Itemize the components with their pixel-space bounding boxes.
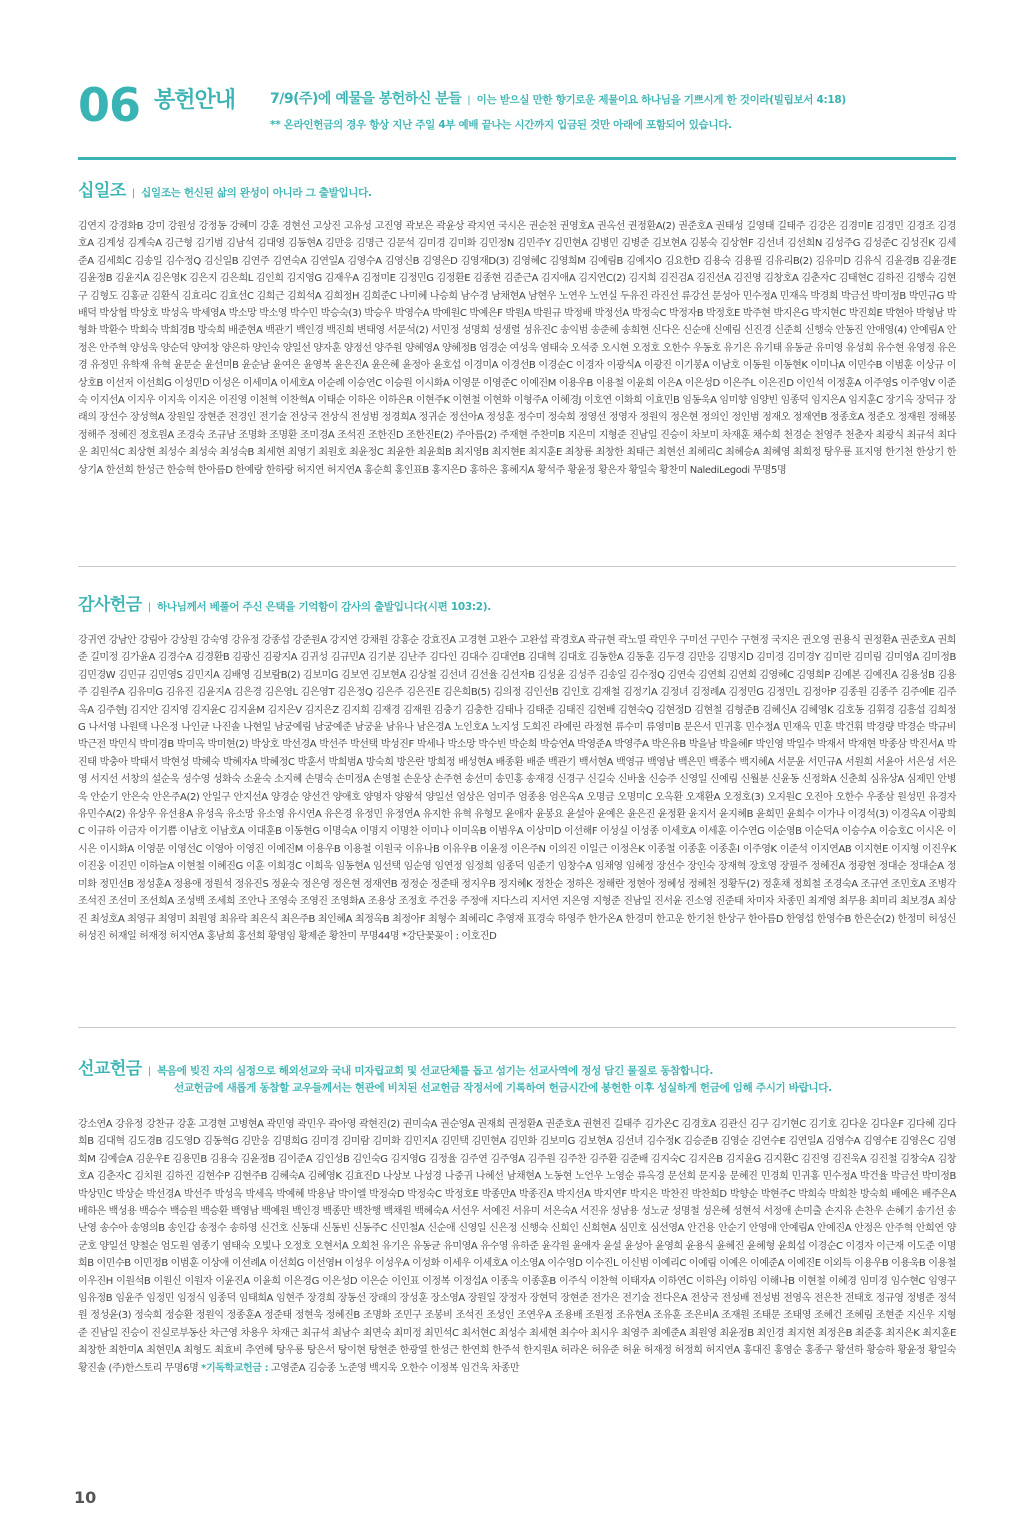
page-header [78,78,958,146]
header-verse: 이는 받으실 만한 향기로운 제물이요 하나님을 기쁘시게 한 것이라(빌립보서 4:18) [476,94,846,106]
header-separator: | [467,95,471,106]
tithe-header [78,176,956,200]
page-number: 10 [74,1488,97,1507]
tithe-separator: | [131,188,136,199]
thanks-section [78,590,956,945]
mission-header [78,1054,956,1078]
mission-names-list: 강소연A 강유정 강찬규 강훈 고경현 고병현A 곽민영 곽민우 곽아영 곽현진(2) 권미숙A 권순영A 권재희 권정환A 권준호A 권현진 길태주 김가온C 김경호A 김관신 김구 김기현C 김기호 김다운 김다운F 김다혜 김다희B 김대혁 김도경B 김도영D 김동혁G 김만응 김명희G 김미경 김미람 김미화 김민지A 김민택 김민현A 김민화 김보미G 김보현A 김선녀 김수정K 김승준B 김영순 김연수E 김연일A 김영수A 김영수E 김영은C 김영희M 김예슬A 김운우E 김용민B 김용숙 김윤정B 김이준A 김인성B 김인숙G 김지영G 김정율 김주연 김주영A 김주원 김주찬 김주환 김준배 김지숙C 김지은B 김지윤G 김지환C 김진영 김진욱A 김진철 김창숙A 김창호A 김춘자C 김치원 김하진 김현수P 김현주B 김혜숙A 김혜영K 김효진D 나상보 나성경 나중귀 나혜선 남채현A 노동현 노언우 노영순 류옥경 문선희 문지웅 문혜진 민경희 민귀홍 민수정A 박건율 박금선 박미정B 박상민C 박상순 박선경A 박선주 박성옥 박세옥 박예혜 박용남 박이엘 박정숙D 박정숙C 박정호E 박종만A 박종진A 박지선A 박지연F 박지은 박찬진 박찬희D 박향순 박현주C 박희숙 박희찬 방숙희 배예은 배주은A 배하은 백성용 백승수 백승원 백승환 백영남 백예원 백인경 백종만 백찬행 백채원 백혜숙A 서선우 서예진 서유미 서은숙A 서진유 성남용 성노균 성명철 성은혜 성현석 서정애 손미출 손지유 손찬우 손혜기 송기선 송난영 송수아 송영의B 송인갑 송정수 송하영 신건호 신동대 신동빈 신동주C 신민철A 신순애 신영일 신은정 신행숙 신희인 신희현A 심민호 심선영A 안건용 안순기 안영애 안예림A 안예진A 안정은 안주혁 안희연 양군호 양일선 양철순 엄도원 염종기 염태숙 오빛나 오정호 오현서A 오희천 유기은 유동균 유미영A 유수영 유하준 윤각원 윤애자 윤설 윤성아 윤영희 윤용식 윤혜진 윤혜형 윤희섭 이경순C 이경자 이근재 이도준 이명희B 이민수B 이민정B 이범훈 이상애 이선례A 이선희G 이선영H 이성우 이성우A 이성화 이세우 이세호A 이소영A 이수영D 이수진L 이신범 이예리C 이예림 이예은 이예준A 이예진E 이외득 이용우B 이용욱B 이용철 이우진H 이원석B 이원신 이원자 이윤진A 이윤희 이은경G 이은성D 이은순 이인표 이정복 이정섭A 이종욱 이종훈B 이주식 이찬혁 이태자A 이하연C 이하은J 이하임 이해나B 이현철 이혜경 임미경 임수현C 임영구 임유정B 임윤주 임정민 임정식 임종덕 임태희A 임현주 장경희 장동선 장래의 장성훈 장소영A 장원일 장정자 장현덕 장현준 전가은 전기술 전다은A 전상국 전성배 전성범 전영옥 전은찬 전태호 정규영 정병준 정석원 정성윤(3) 정숙희 정승환 정원익 정종훈A 정준태 정현욱 정혜진B 조명화 조민구 조봉비 조석진 조성인 조연우A 조용배 조원정 조유현A 조유훈 조은비A 조재원 조태문 조태영 조혜건 조혜림 조현준 지신우 지형준 진남일 진승이 진실로부동산 차근영 차용우 차재근 최규석 최남수 최면숙 최미정 최민석C 최서현C 최성수 최세현 최수아 최시우 최영주 최예준A 최원영 최윤정B 최인경 최지현 최정은B 최준홍 최지은K 최지훈E 최창한 최한미A 최현민A 최형도 최효비 추연혜 탕우룡 탕은서 탕이현 탕현준 한광열 한성근 한연희 한주석 한지원A 허라온 허유준 허윤 허재정 허정희 허지연A 홍대진 홍영순 홍종구 황선하 황승하 황윤정 황일숙 황진솔 (주)한스토리 무명6명 [78,1119,956,1374]
section-divider [78,1027,956,1028]
mission-section [78,1054,956,1377]
header-main-text: 7/9(주)에 예물을 봉헌하신 분들 [270,91,462,107]
section-divider [78,566,956,567]
mission-separator: | [147,1066,152,1077]
tithe-title: 십일조 [78,181,126,201]
tithe-names: 김연지 강경화B 강미 강원성 강정동 강혜미 강훈 경현선 고상진 고유성 고진영 곽보은 곽윤상 곽지연 국시은 권순천 권영호A 권옥선 권정환A(2) 권준호A 권태성 길영태 길태주 김강은 김경미E 김경민 김경조 김경호A 김계성 김계숙A 김근형 김기범 김남석 김대영 김동현A 김만응 김명근 김문석 김미경 김미화 김민정N 김민주Y 김민현A 김병민 김병준 김보현A 김봉숙 김상현F 김선녀 김선희N 김성주G 김성준C 김성진K 김세준A 김세희C 김송일 김수정Q 김신일B 김연주 김연숙A 김연일A 김영수A 김영신B 김영은D 김영재D(3) 김영혜C 김영희M 김예림B 김예지O 김요한D 김용숙 김용필 김유리B(2) 김유미D 김유식 김윤경B 김윤경E 김윤정B 김윤지A 김은영K 김은지 김은희L 김인희 김지영G 김재우A 김정미E 김정민G 김정환E 김종현 김준근A 김지애A 김지연C(2) 김지희 김진검A 김진선A 김진영 김창호A 김춘자C 김태현C 김하진 김행숙 김현구 김형도 김홍균 김환식 김효리C 김효선C 김희근 김희석A 김희정H 김희준C 나미혜 나승희 남수경 남채현A 남현우 노연우 노연실 두유진 라진선 류강선 문성아 민수정A 민재옥 박경희 박금선 박미정B 박민규G 박배덕 박상협 박상호 박성옥 박세영A 박소망 박소영 박수민 박승숙(3) 박승우 박영수A 박예원C 박예은F 박원A 박원규 박정배 박정선A 박정숙C 박정자B 박정호E 박주현 박지은G 박지현C 박진희E 박현아 박형남 박형화 박환수 박회숙 박희경B 방숙희 배준현A 백관기 백인경 백진희 변태영 서문석(2) 서민정 성명희 성생렬 성유진C 송익범 송준혜 송희현 신다은 신순애 신예림 신진경 신준희 신행숙 안동진 안애영(4) 안예림A 안정은 안주혁 양성욱 양순덕 양여창 양은하 양인숙 양일선 양자훈 양정선 양주원 양혜영A 양혜정B 엄경순 여성욱 염태숙 오석중 오시현 오정호 오한수 우동호 유기은 유기태 유동균 유미영 유성희 유수현 유영정 유은경 유정민 유학재 유혁 윤문순 윤선미B 윤순남 윤여은 윤영복 윤은진A 윤은혜 윤정아 윤호섭 이경미A 이경선B 이경순C 이경자 이광식A 이광진 이기봉A 이남호 이동원 이동현K 이미나A 이민수B 이범훈 이상규 이상호B 이선저 이선희G 이성민D 이성은 이세미A 이세호A 이순례 이승연C 이승원 이시화A 이영문 이영준C 이예진M 이용우B 이용철 이윤희 이은A 이은성D 이은주L 이은진D 이인석 이정훈A 이주영S 이주영V 이준숙 이지선A 이지우 이지욱 이지은 이진영 이천혁 이찬혁A 이태순 이하은 이하은R 이현주K 이현철 이현화 이형주A 이혜경J 이호연 이화희 이효민B 임동욱A 임미향 임양빈 임종덕 임지은A 임지훈C 장기옥 장덕규 장래의 장선수 장성혁A 장원일 장현준 전경인 전기술 전상국 전상식 전성범 정경희A 정귀순 정선아A 정성훈 정수미 정숙희 정영선 정영자 정원익 정은현 정의인 정인범 정재오 정재연B 정종호A 정준오 정재원 정해봉 정해주 정혜진 정호원A 조경숙 조규남 조명화 조명환 조미경A 조석진 조한진D 조한진E(2) 주아름(2) 주재현 주찬미B 지은미 지형준 진남일 진승이 차보미 차재훈 채수희 천경순 천영주 천춘자 최광식 최규석 최다운 최민석C 최상현 최성수 최성숙 최성숙B 최세현 최영기 최원호 최윤정C 최윤한 최윤희B 최지영B 최지현E 최지훈E 최창룡 최창한 최태근 최현선 최혜리C 최혜승A 최혜영 최희정 탕우룡 표지영 한기천 한상기 한상기A 한선희 한성근 한승혁 한아름D 한예랑 한하랑 허지연 허지연A 홍순희 홍인표B 홍지은D 홍하은 홍혜지A 황석주 황윤정 황은자 황일숙 황찬미 NalediLegodi 무명5명 [78,221,956,476]
section-number: 06 [78,78,141,132]
tithe-section [78,176,956,479]
thanks-names-list: 강귀연 강남안 강림아 강상원 강숙영 강유정 강종섭 강준원A 강지연 강채원 강홍순 강효진A 고경현 고완수 고완섭 곽경호A 곽규현 곽노열 곽민우 구미선 구민수 구현정 국지은 권오영 권용식 권정환A 권준호A 권희준 길미정 김가윤A 김경수A 김경환B 김광신 김광지A 김귀성 김규민A 김기분 김난주 김다인 김대수 김대연B 김대혁 김대호 김동한A 김동훈 김두경 김만응 김명지D 김미경 김미경Y 김미란 김미림 김미영A 김미정B 김민경W 김민규 김민영S 김민지A 김배영 김보람B(2) 김보미G 김보연 김보현A 김상철 김선녀 김선율 김선자B 김성윤 김성주 김송일 김수정Q 김연숙 김연희 김연희 김영혜C 김영희P 김예본 김예진A 김용성B 김용주 김원주A 김유미G 김유진 김윤지A 김은경 김은영L 김은영T 김은정Q 김은주 김은진E 김은희B(5) 김의정 김인선B 김인호 김재철 김정기A 김정녀 김정례A 김정민G 김정민L 김정아P 김종원 김종주 김주예E 김주옥A 김주현J 김지안 김지영 김지윤C 김지윤M 김지은V 김지은Z 김지희 김재경 김재원 김충기 김충한 김태나 김태준 김태진 김현배 김현숙Q 김현정D 김현철 김형준B 김혜신A 김혜영K 김호동 김휘경 김흥섭 김희정G 나서영 나원택 나은정 나인균 나진솔 나현일 남궁예림 남궁예준 남궁윤 남유나 남은경A 노인호A 노지성 도희진 라예린 라정현 류수미 류영미B 문은서 민귀홍 민수정A 민재옥 민훈 박건휘 박경량 박경순 박규비 박근전 박민식 박미경B 박미옥 박미현(2) 박상호 박선경A 박선주 박선택 박성진F 박세나 박소망 박수빈 박순희 박승연A 박영준A 박영주A 박은유B 박을남 박을혜F 박인영 박일수 박재서 박재현 박종삼 박진서A 박진태 박충아 박태서 박현성 박혜숙 박혜자A 박혜정C 박훈서 박희범A 방숙희 방은란 방희정 배성현A 배종환 배준 백관기 백서현A 백영규 백영남 백은민 백종수 백지혜A 서문윤 서민규A 서원희 서윤아 서은성 서은영 서지선 서창의 설순욱 성수영 성화숙 소윤숙 소지혜 손명숙 손미정A 손영철 손운상 손주현 송선미 송민홍 송재경 신경구 신길숙 신바울 신승주 신영일 신예림 신월분 신윤동 신정화A 신춘희 심유상A 심제민 안병욱 안순기 안은숙 안은주A(2) 안일구 안지선A 양경순 양선건 양애호 양영자 양왕석 양일선 엄상은 엄미주 엄종용 엄은옥A 오명금 오명미C 오옥환 오재환A 오정호(3) 오지원C 오진아 오한수 우종삼 원성민 유경자 유민수A(2) 유상우 유선용A 유성옥 유소망 유소영 유시연A 유은경 유정민 유정연A 유지한 유혁 유형모 윤애자 윤봉요 윤설아 윤예은 윤은진 윤정환 윤지서 윤지혜B 윤희민 윤희수 이가나 이경석(3) 이경옥A 이광희C 이규하 이금자 이기쁨 이남호 이남호A 이대훈B 이동현G 이명숙A 이명지 이명찬 이미나 이미옥B 이범우A 이상미D 이선해F 이성실 이성종 이세호A 이세훈 이수연G 이순영B 이순덕A 이승수A 이승호C 이시온 이시은 이시화A 이영문 이영선C 이영아 이영진 이예진M 이용우B 이용철 이원국 이유나B 이유우B 이윤정 이은주N 이의진 이일근 이정은K 이종철 이종훈 이종훈I 이주영K 이준석 이지연AB 이지현E 이지형 이진우K 이진웅 이진민 이하늘A 이현철 이혜진G 이훈 이희경C 이희욱 임동현A 임선택 임순영 임연정 임정희 임종덕 임준기 임창수A 임채영 임혜정 장선수 장인숙 장재혁 장호영 장필주 정혜진A 정광현 정대순 정대순A 정미화 정민선B 정성훈A 정용애 정원석 정유진S 정윤숙 정은영 정은현 정재연B 정정순 정준태 정지우B 정지혜K 정찬순 정하은 정해란 정현아 정혜성 정혜천 정황두(2) 정훈채 정희철 조경숙A 조규연 조민호A 조병각 조석진 조선미 조선희A 조성백 조세희 조안나 조영숙 조영진 조영화A 조용상 조정호 주건웅 주정애 지다스리 지서연 지은영 지형준 진남일 진서윤 진소영 진준태 차미자 차종민 최계영 최무용 최미리 최보경A 최상진 최성호A 최영규 최영미 최원영 최유락 최은식 최은주B 최인혜A 최정옥B 최정아F 최형수 최혜리C 추영재 표경숙 하영주 한가온A 한경미 한고운 한기천 한상구 한아름D 한영섭 한영수B 한은순(2) 한정미 허성신 허성진 허재일 허재정 허지연A 홍남희 홍선희 황영임 황제준 황찬미 무명44명 [78,635,956,942]
header-note: ** 온라인헌금의 경우 항상 지난 주일 4부 예배 끝나는 시간까지 입금된 것만 아래에 포함되어 있습니다. [270,119,732,131]
section-title: 봉헌안내 [154,88,236,113]
mission-names [78,1116,956,1377]
tithe-description: 십일조는 헌신된 삶의 완성이 아니라 그 출발입니다. [141,187,372,199]
thanks-header [78,590,956,614]
thanks-memo: *강단꽃꽂이 : 이호진D [401,930,497,942]
mission-description-2: 선교헌금에 새롭게 동참할 교우들께서는 현관에 비치된 선교헌금 작정서에 기록하여 헌금시간에 봉헌한 이후 성실하게 헌금에 임해 주시기 바랍니다. [174,1082,832,1094]
thanks-title: 감사헌금 [78,595,142,615]
mission-title: 선교헌금 [78,1059,142,1079]
mission-description: 복음에 빚진 자의 심정으로 해외선교와 국내 미자립교회 및 선교단체를 돕고 섬기는 선교사역에 정성 담긴 물질로 동참합니다. [157,1065,714,1077]
header-line [270,92,846,108]
header-divider [78,157,956,160]
thanks-description: 하나님께서 베풀어 주신 은택을 기억함이 감사의 출발입니다(시편 103:2). [157,601,491,613]
mission-memo-names: 고영준A 김승종 노준영 백지욱 오한수 이정복 임건욱 차종만 [271,1362,520,1374]
thanks-separator: | [147,602,152,613]
thanks-names [78,632,956,945]
mission-memo-label: *기독학교헌금 : [201,1362,269,1374]
